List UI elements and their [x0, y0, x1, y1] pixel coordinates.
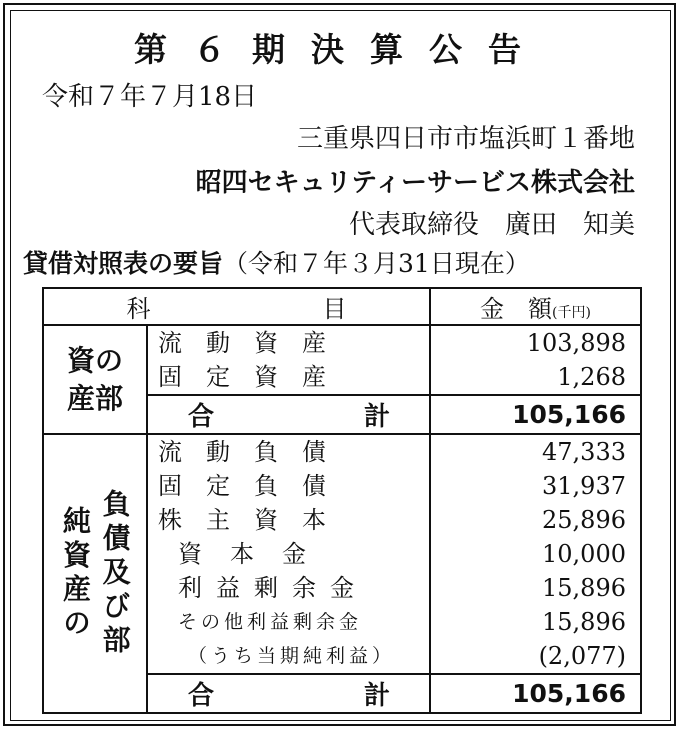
company-address: 三重県四日市市塩浜町１番地: [296, 124, 635, 154]
section-title-main: 貸借対照表の要旨: [23, 249, 224, 278]
liabilities-values: [430, 434, 641, 674]
assets-values: [430, 325, 641, 395]
assets-total-label: [147, 395, 430, 434]
table-header: [43, 288, 641, 325]
total-label-left: 合: [188, 402, 215, 432]
company-name: 昭四セキュリティーサービス株式会社: [195, 168, 635, 198]
liability-item-value: (2,077): [538, 642, 626, 670]
notice-date: 令和７年７月18日: [42, 82, 258, 112]
header-kingaku-label: 金 額: [480, 295, 553, 323]
total-label-right: 計: [364, 402, 391, 432]
section-title: [23, 244, 530, 280]
total-label-right: 計: [364, 681, 391, 711]
liability-item-label: （うち当期純利益）: [188, 645, 396, 667]
total-label-left: 合: [188, 681, 215, 711]
assets-category-line1: 資の: [66, 343, 123, 377]
liabilities-block: [43, 434, 641, 674]
liability-item-value: 15,896: [542, 608, 626, 636]
header-kamoku-label: 科目: [126, 295, 347, 323]
liability-item-value: 15,896: [542, 574, 626, 602]
liabilities-items: [147, 434, 430, 674]
liabilities-category-col2: 純資産の: [59, 505, 92, 642]
liability-item-label: その他利益剰余金: [178, 611, 363, 633]
liability-item-label: 資本金: [178, 540, 334, 568]
liability-item-value: 47,333: [542, 438, 626, 466]
liabilities-category-col1: 負債及び部: [98, 488, 132, 659]
asset-item-value: 1,268: [557, 363, 626, 391]
liability-item-value: 31,937: [542, 472, 626, 500]
liability-item-value: 25,896: [542, 506, 626, 534]
asset-item-label: 流動資産: [158, 329, 350, 357]
assets-items: [147, 325, 430, 395]
liability-item-label: 流動負債: [158, 438, 350, 466]
assets-category-line2: 産部: [66, 381, 123, 415]
liabilities-total-label: [147, 674, 430, 713]
assets-category: [43, 325, 147, 434]
liability-item-label: 利益剰余金: [178, 574, 368, 602]
header-kamoku: [43, 288, 430, 325]
liability-item-label: 株主資本: [158, 506, 350, 534]
liabilities-category: [43, 434, 147, 713]
asset-item-value: 103,898: [526, 329, 626, 357]
section-title-period: （令和７年３月31日現在）: [223, 249, 530, 278]
asset-item-label: 固定資産: [158, 363, 350, 391]
representative: 代表取締役 廣田 知美: [348, 210, 635, 240]
liability-item-value: 10,000: [542, 540, 626, 568]
liability-item-label: 固定負債: [158, 472, 350, 500]
balance-sheet-table: [42, 287, 642, 714]
header-unit: (千円): [552, 305, 591, 321]
liabilities-total-value: 105,166: [430, 674, 641, 713]
assets-block: [43, 325, 641, 395]
assets-total-value: 105,166: [430, 395, 641, 434]
header-kingaku: [430, 288, 641, 325]
notice-title: 第６期決算公告: [134, 30, 547, 69]
